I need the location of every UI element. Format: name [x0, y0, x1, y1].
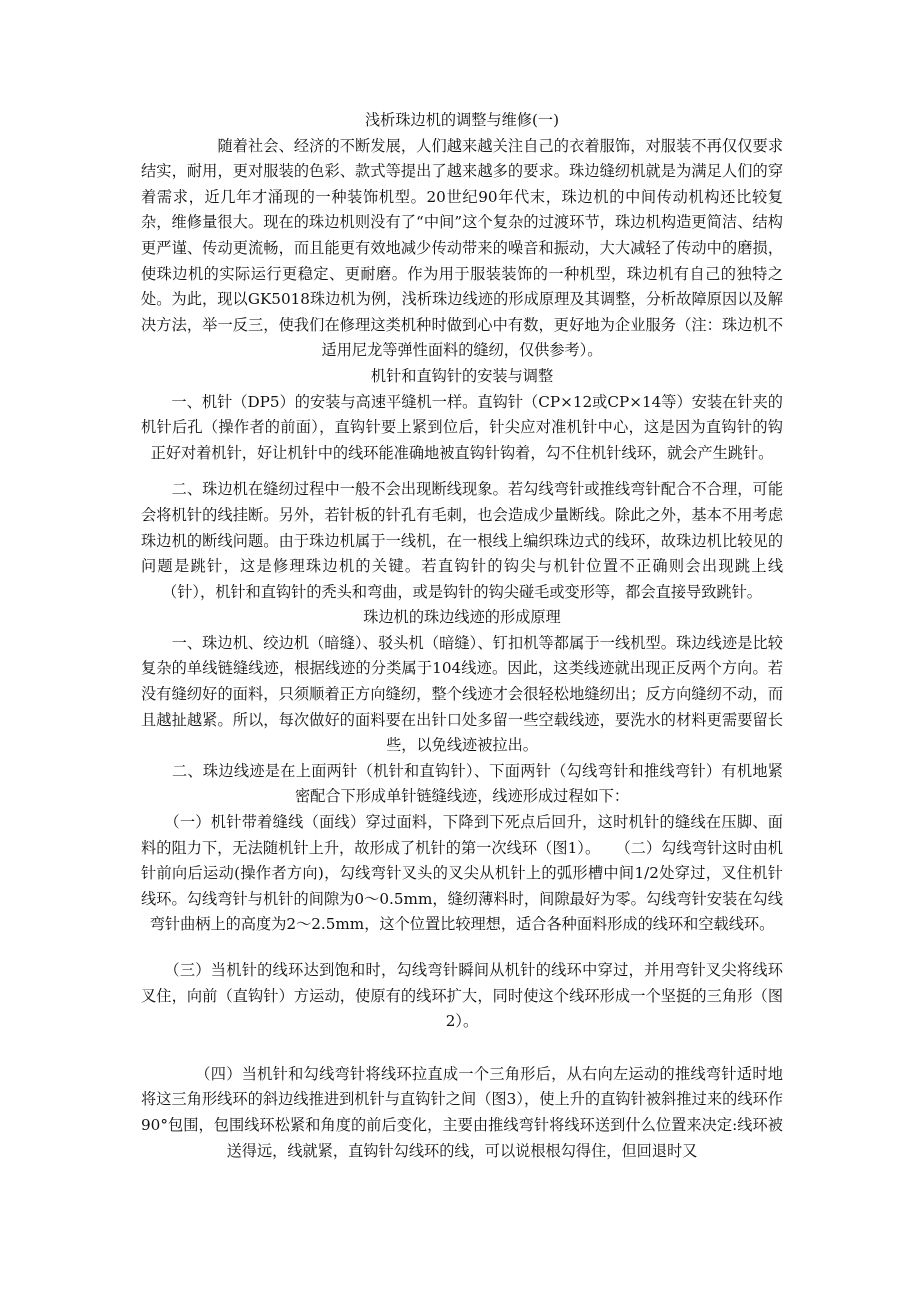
paragraph: （三）当机针的线环达到饱和时，勾线弯针瞬间从机针的线环中穿过，并用弯针叉尖将线环叉住，向前（直钩针）方运动，使原有的线环扩大，同时使这个线环形成一个坚挺的三角形（图2）。: [141, 961, 783, 1031]
page-title: 浅析珠边机的调整与维修(一): [364, 111, 560, 129]
paragraph: （一）机针带着缝线（面线）穿过面料，下降到下死点后回升，这时机针的缝线在压脚、面料的阻力下，无法随机针上升，故形成了机针的第一次线环（图1）。 （二）勾线弯针这时由机针前向后运动(操作者方向)，勾线弯针叉头的叉尖从机针上的弧形槽中间1/2处穿过，叉住机针线环。勾线弯针与机针的间隙为0～0.5mm，缝纫薄料时，间隙最好为零。勾线弯针安装在勾线弯针曲柄上的高度为2～2.5mm，这个位置比较理想，适合各种面料形成的线环和空载线环。: [141, 813, 783, 934]
paragraph: 一、机针（DP5）的安装与高速平缝机一样。直钩针（CP×12或CP×14等）安装在针夹的机针后孔（操作者的前面），直钩针要上紧到位后，针尖应对准机针中心，这是因为直钩针的钩正好对着机针，好让机针中的线环能准确地被直钩针钩着，勾不住机针线环，就会产生跳针。: [141, 392, 783, 462]
section-heading-installation: 机针和直钩针的安装与调整: [370, 366, 554, 385]
paragraph: 二、珠边机在缝纫过程中一般不会出现断线现象。若勾线弯针或推线弯针配合不合理，可能会将机针的线挂断。另外，若针板的针孔有毛刺，也会造成少量断线。除此之外，基本不用考虑珠边机的断线问题。由于珠边机属于一线机，在一根线上编织珠边式的线环，故珠边机比较见的问题是跳针，这是修理珠边机的关键。若直钩针的钩尖与机针位置不正确则会出现跳上线（针），机针和直钩针的秃头和弯曲，或是钩针的钩尖碰毛或变形等，都会直接导致跳针。: [141, 480, 783, 601]
intro-paragraph: 随着社会、经济的不断发展，人们越来越关注自己的衣着服饰，对服装不再仅仅要求结实，耐用，更对服装的色彩、款式等提出了越来越多的要求。珠边缝纫机就是为满足人们的穿着需求，近几年才涌现的一种装饰机型。20世纪90年代末，珠边机的中间传动机构还比较复杂，维修量很大。现在的珠边机则没有了“中间”这个复杂的过渡环节，珠边机构造更简洁、结构更严谨、传动更流畅，而且能更有效地减少传动带来的噪音和振动，大大减轻了传动中的磨损，使珠边机的实际运行更稳定、更耐磨。作为用于服装装饰的一种机型，珠边机有自己的独特之处。为此，现以GK5018珠边机为例，浅析珠边线迹的形成原理及其调整，分析故障原因以及解决方法，举一反三，使我们在修理这类机种时做到心中有数，更好地为企业服务（注：珠边机不适用尼龙等弹性面料的缝纫，仅供参考）。: [141, 136, 783, 360]
paragraph: 二、珠边线迹是在上面两针（机针和直钩针）、下面两针（勾线弯针和推线弯针）有机地紧密配合下形成单针链缝线迹，线迹形成过程如下：: [141, 761, 783, 806]
paragraph: （四）当机针和勾线弯针将线环拉直成一个三角形后，从右向左运动的推线弯针适时地将这三角形线环的斜边线推进到机针与直钩针之间（图3），使上升的直钩针被斜推过来的线环作90°包围，包围线环松紧和角度的前后变化，主要由推线弯针将线环送到什么位置来决定:线环被送得远，线就紧，直钩针勾线环的线，可以说根根勾得住，但回退时又: [141, 1064, 783, 1160]
paragraph: 一、珠边机、绞边机（暗缝）、驳头机（暗缝）、钉扣机等都属于一线机型。珠边线迹是比较复杂的单线链缝线迹，根据线迹的分类属于104线迹。因此，这类线迹就出现正反两个方向。若没有缝纫好的面料，只须顺着正方向缝纫，整个线迹才会很轻松地缝纫出；反方向缝纫不动，而且越扯越紧。所以，每次做好的面料要在出针口处多留一些空载线迹，要洗水的材料更需要留长些，以免线迹被拉出。: [141, 633, 783, 755]
section-heading-formation: 珠边机的珠边线迹的形成原理: [363, 608, 561, 627]
document-body: [141, 108, 783, 1164]
